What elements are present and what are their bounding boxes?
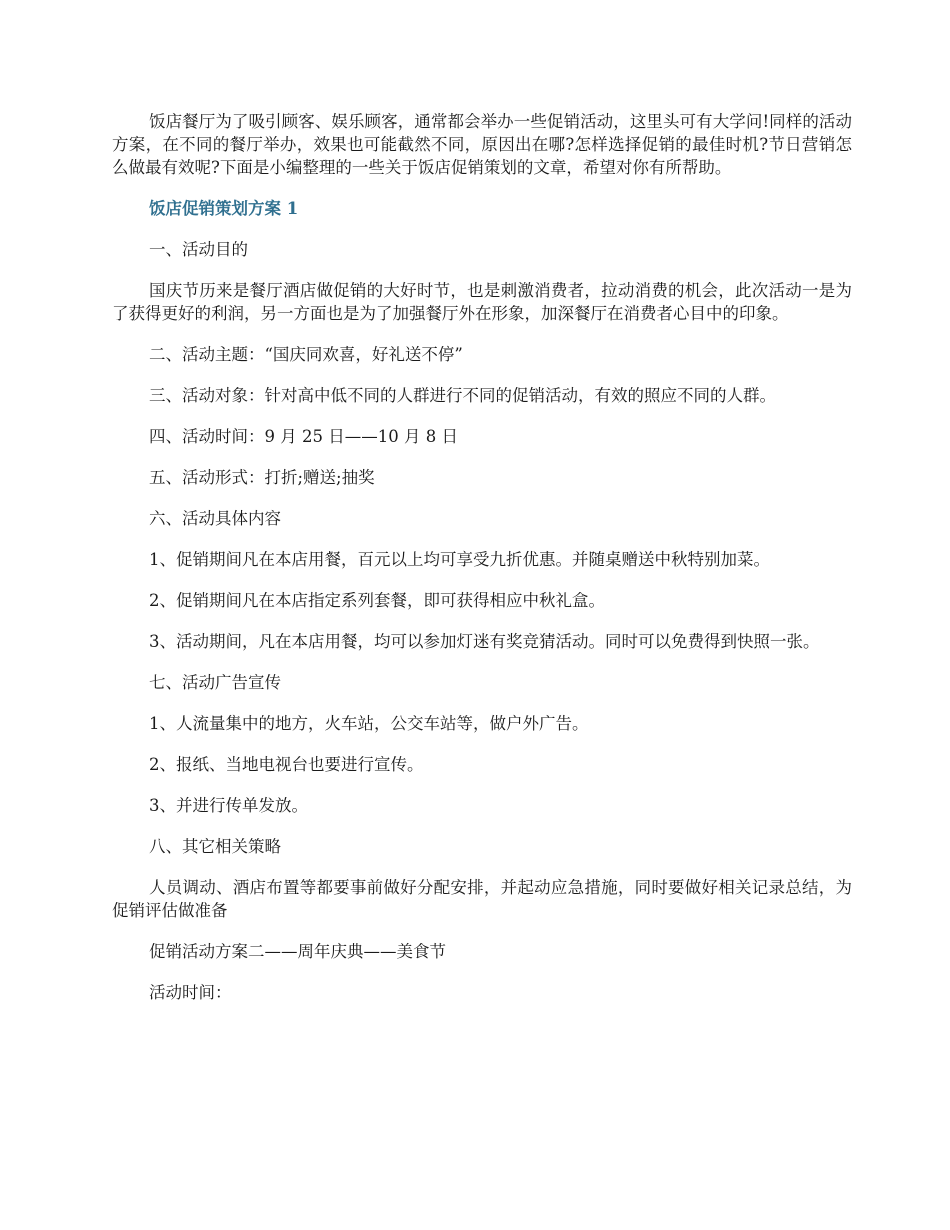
strategy-paragraph: 人员调动、酒店布置等都要事前做好分配安排，并起动应急措施，同时要做好相关记录总结，为促销评估做准备 [112, 878, 852, 920]
document-page [112, 110, 852, 1022]
section-title-ads: 七、活动广告宣传 [149, 673, 281, 692]
theme-line: 二、活动主题：“国庆同欢喜，好礼送不停” [149, 345, 463, 364]
form-line: 五、活动形式：打折;赠送;抽奖 [149, 468, 375, 487]
section-title-purpose: 一、活动目的 [149, 240, 248, 259]
time-line: 四、活动时间：9 月 25 日——10 月 8 日 [149, 427, 458, 446]
content-item-2: 2、促销期间凡在本店指定系列套餐，即可获得相应中秋礼盒。 [149, 591, 605, 610]
ads-item-1: 1、人流量集中的地方，火车站，公交车站等，做户外广告。 [149, 714, 589, 733]
plan-two-time-label: 活动时间： [149, 983, 232, 1002]
content-item-1: 1、促销期间凡在本店用餐，百元以上均可享受九折优惠。并随桌赠送中秋特别加菜。 [149, 550, 770, 569]
section-heading: 饭店促销策划方案 1 [149, 199, 299, 218]
content-item-3: 3、活动期间，凡在本店用餐，均可以参加灯迷有奖竞猜活动。同时可以免费得到快照一张。 [149, 632, 820, 651]
section-title-strategy: 八、其它相关策略 [149, 837, 281, 856]
intro-paragraph: 饭店餐厅为了吸引顾客、娱乐顾客，通常都会举办一些促销活动，这里头可有大学问!同样的活动方案，在不同的餐厅举办，效果也可能截然不同，原因出在哪?怎样选择促销的最佳时机?节日营销怎么做最有效呢?下面是小编整理的一些关于饭店促销策划的文章，希望对你有所帮助。 [112, 112, 852, 177]
purpose-paragraph: 国庆节历来是餐厅酒店做促销的大好时节，也是刺激消费者，拉动消费的机会，此次活动一是为了获得更好的利润，另一方面也是为了加强餐厅外在形象，加深餐厅在消费者心目中的印象。 [112, 281, 852, 323]
plan-two-title: 促销活动方案二——周年庆典——美食节 [149, 942, 446, 961]
audience-line: 三、活动对象：针对高中低不同的人群进行不同的促销活动，有效的照应不同的人群。 [149, 386, 776, 405]
ads-item-2: 2、报纸、当地电视台也要进行宣传。 [149, 755, 424, 774]
section-title-content: 六、活动具体内容 [149, 509, 281, 528]
ads-item-3: 3、并进行传单发放。 [149, 796, 308, 815]
